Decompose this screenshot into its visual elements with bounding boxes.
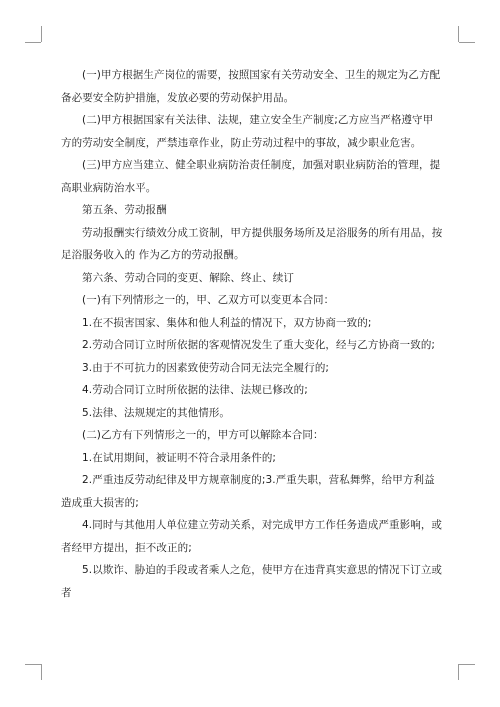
paragraph: (一)有下列情形之一的，甲、乙双方可以变更本合同： bbox=[82, 294, 335, 306]
section-heading: 第五条、劳动报酬 bbox=[82, 204, 167, 216]
list-item: 3.由于不可抗力的因素致使劳动合同无法完全履行的; bbox=[82, 361, 330, 374]
list-item: 2.严重违反劳动纪律及甲方规章制度的;3.严重失职，营私舞弊，给甲方利益造成重大损害的; bbox=[61, 474, 435, 509]
paragraph: 劳动报酬实行绩效分成工资制，甲方提供服务场所及足浴服务的所有用品，按足浴服务收入的 作为乙方的劳动报酬。 bbox=[61, 226, 443, 261]
list-item: 5.以欺诈、胁迫的手段或者乘人之危，使甲方在违背真实意思的情况下订立或者 bbox=[61, 564, 443, 599]
list-item: 4.同时与其他用人单位建立劳动关系，对完成甲方工作任务造成严重影响，或者经甲方提出，拒不改正的; bbox=[61, 519, 443, 554]
paragraph: (二)甲方根据国家有关法律、法规，建立安全生产制度;乙方应当严格遵守甲方的劳动安全制度，严禁违章作业，防止劳动过程中的事故，减少职业危害。 bbox=[61, 114, 434, 149]
list-item: 2.劳动合同订立时所依据的客观情况发生了重大变化，经与乙方协商一致的; bbox=[82, 339, 436, 351]
document-body bbox=[61, 64, 443, 604]
section-heading: 第六条、劳动合同的变更、解除、终止、续订 bbox=[82, 271, 294, 284]
paragraph: (一)甲方根据生产岗位的需要，按照国家有关劳动安全、卫生的规定为乙方配备必要安全防护措施，发放必要的劳动保护用品。 bbox=[61, 69, 441, 104]
list-item: 1.在试用期间，被证明不符合录用条件的; bbox=[82, 451, 277, 464]
list-item: 4.劳动合同订立时所依据的法律、法规已修改的; bbox=[82, 384, 308, 396]
paragraph: (二)乙方有下列情形之一的，甲方可以解除本合同： bbox=[82, 429, 324, 441]
list-item: 5.法律、法规规定的其他情形。 bbox=[82, 406, 231, 419]
list-item: 1.在不损害国家、集体和他人利益的情况下，双方协商一致的; bbox=[82, 316, 372, 329]
paragraph: (三)甲方应当建立、健全职业病防治责任制度，加强对职业病防治的管理，提高职业病防治水平。 bbox=[61, 159, 441, 194]
